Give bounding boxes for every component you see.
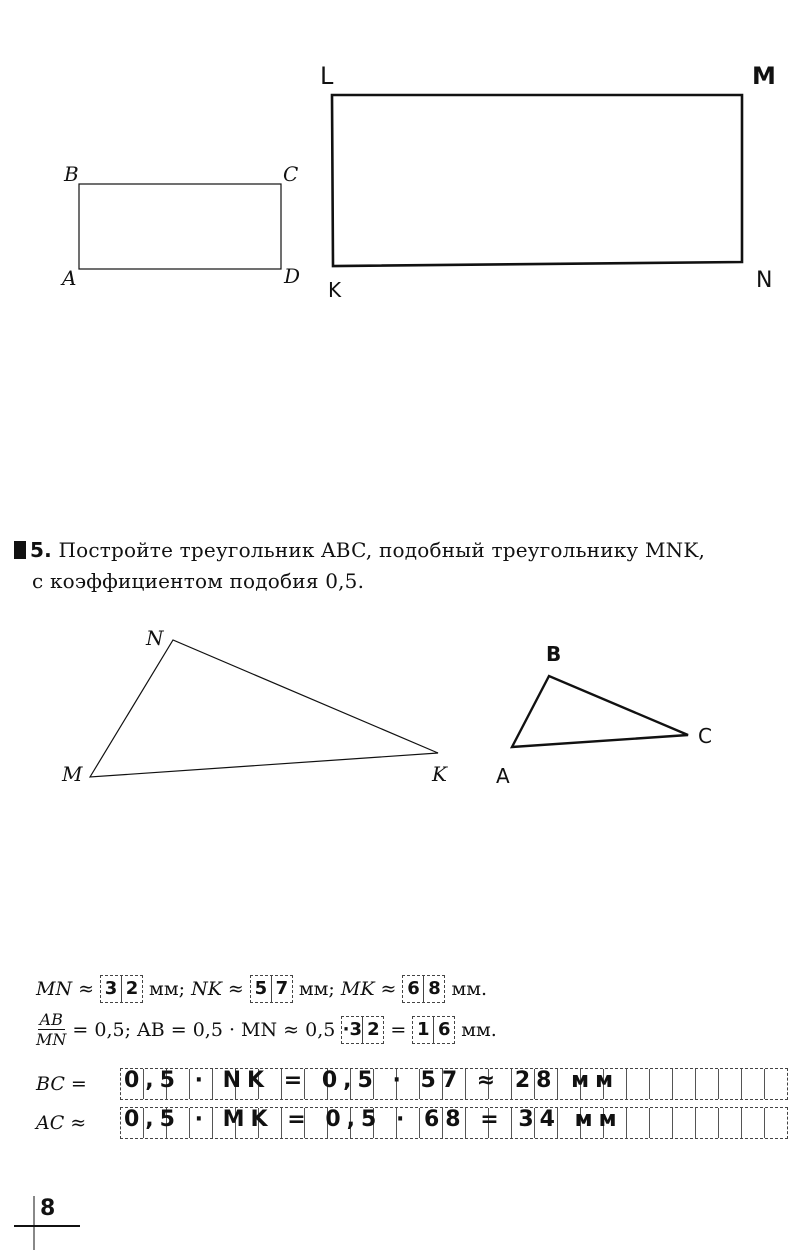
label-m: M	[752, 62, 776, 90]
ratio-fraction	[36, 1010, 66, 1049]
page-number: 8	[40, 1196, 56, 1221]
ab-result-box[interactable]	[412, 1016, 455, 1044]
nk-digit-2: 7	[275, 978, 289, 999]
multiplier-box[interactable]	[341, 1016, 384, 1044]
nk-digit-1: 5	[251, 976, 272, 1002]
mk-digit-2: 8	[428, 978, 441, 999]
unit-ab: мм.	[461, 1018, 497, 1041]
fraction-denominator: MN	[36, 1030, 67, 1049]
answer-row-2	[36, 1010, 497, 1049]
mk-digit-1: 6	[403, 976, 424, 1002]
ab-digit-1: 1	[413, 1017, 434, 1043]
label-a-tri: A	[496, 764, 510, 788]
fraction-numerator: AB	[39, 1010, 63, 1029]
label-n-tri: N	[146, 626, 164, 650]
label-n: N	[756, 268, 773, 293]
mn-digit-1: 3	[101, 976, 122, 1002]
triangle-abc	[512, 676, 688, 747]
task-line-1: Постройте треугольник ABC, подобный треугольнику MNK,	[58, 538, 706, 562]
label-m-tri: M	[62, 762, 83, 786]
label-b: B	[64, 162, 79, 186]
bc-label: BC =	[36, 1073, 87, 1095]
ab-digit-2: 6	[437, 1018, 451, 1040]
mk-value-box[interactable]	[402, 975, 445, 1003]
multiplier-digit-2: 2	[367, 1018, 380, 1040]
multiplier-digit-1: ·3	[342, 1017, 363, 1043]
label-b-tri: B	[546, 642, 562, 666]
ratio-expression: = 0,5; AB = 0,5 · MN ≈ 0,5	[72, 1018, 336, 1041]
label-k: K	[328, 278, 342, 302]
unit-3: мм.	[451, 978, 488, 1000]
mn-value-box[interactable]	[100, 975, 143, 1003]
label-c: C	[283, 162, 299, 186]
mn-digit-2: 2	[125, 978, 139, 999]
unit-1: мм;	[149, 978, 186, 1000]
label-c-tri: C	[698, 724, 712, 748]
label-l: L	[320, 62, 334, 90]
nk-value-box[interactable]	[250, 975, 293, 1003]
ac-handwritten-answer: 0,5 · MK = 0,5 · 68 = 34 мм	[124, 1107, 623, 1132]
label-k-tri: K	[432, 762, 447, 786]
bc-handwritten-answer: 0,5 · NK = 0,5 · 57 ≈ 28 мм	[124, 1068, 620, 1093]
label-a: A	[62, 266, 77, 290]
equals-sign: =	[390, 1018, 407, 1041]
unit-2: мм;	[298, 978, 335, 1000]
nk-label: NK ≈	[191, 978, 244, 1000]
answer-row-1	[36, 975, 487, 1003]
ac-label: AC ≈	[36, 1112, 87, 1134]
mk-label: MK ≈	[340, 978, 397, 1000]
triangle-mnk	[90, 640, 438, 777]
mn-label: MN ≈	[36, 978, 95, 1000]
label-d: D	[284, 264, 301, 288]
task-line-2: с коэффициентом подобия 0,5.	[32, 569, 365, 593]
task-number: 5.	[30, 538, 52, 562]
